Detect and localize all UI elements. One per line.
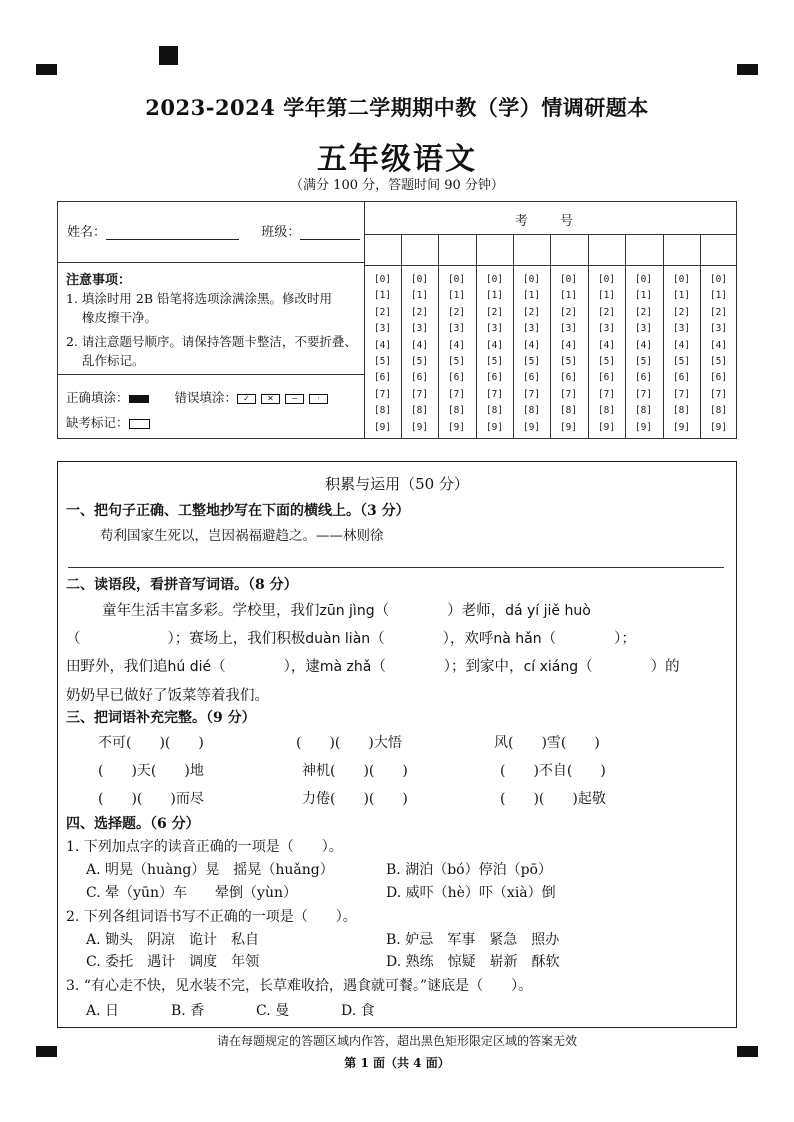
wrong-fill-cross-icon: ✕: [261, 394, 280, 404]
q4-3-option-a[interactable]: A. 日: [86, 1003, 120, 1019]
digit-column[interactable]: [0] [1] [2] [3] [4] [5] [6] [7] [8] [9]: [447, 274, 466, 433]
q4-1-option-d[interactable]: D. 威吓（hè）吓（xià）倒: [386, 885, 556, 901]
q3-r2-c2[interactable]: 神机( )( ): [302, 763, 408, 779]
q3-r2-c3[interactable]: ( )不自( ): [500, 763, 606, 779]
digit-column[interactable]: [0] [1] [2] [3] [4] [5] [6] [7] [8] [9]: [373, 274, 392, 433]
name-field[interactable]: [106, 225, 239, 240]
q4-1-option-a[interactable]: A. 明晃（huàng）晃 摇晃（huǎng）: [86, 862, 334, 878]
q3-r3-c2[interactable]: 力倦( )( ): [302, 791, 408, 807]
notice-2a: 2. 请注意题号顺序。请保持答题卡整洁，不要折叠、: [66, 334, 357, 349]
exam-subtitle: （满分 100 分，答题时间 90 分钟）: [290, 178, 504, 193]
answer-sheet-header: [57, 201, 737, 439]
registration-mark-top-left: [36, 64, 57, 75]
class-field[interactable]: [300, 225, 360, 240]
correct-fill-mark: [129, 395, 149, 403]
q3-r1-c1[interactable]: 不可( )( ): [98, 735, 204, 751]
wrong-fill-check-icon: ✓: [237, 394, 256, 404]
q3-r2-c1[interactable]: ( )天( )地: [98, 763, 204, 779]
class-label: 班级：: [261, 225, 301, 240]
q2-line-4: 奶奶早已做好了饭菜等着我们。: [66, 688, 269, 704]
q3-title: 三、把词语补充完整。（9 分）: [66, 710, 256, 726]
notice-2b: 乱作标记。: [82, 353, 145, 368]
digit-column[interactable]: [0] [1] [2] [3] [4] [5] [6] [7] [8] [9]: [672, 274, 691, 433]
digit-column[interactable]: [0] [1] [2] [3] [4] [5] [6] [7] [8] [9]: [709, 274, 728, 433]
q2-line-3: 田野外，我们追hú dié（ ），逮mà zhǎ（ ）；到家中，cí xiáng（ ）的: [66, 659, 680, 675]
q3-r3-c1[interactable]: ( )( )而尽: [98, 791, 204, 807]
digit-column[interactable]: [0] [1] [2] [3] [4] [5] [6] [7] [8] [9]: [559, 274, 578, 433]
name-class-row: [67, 221, 360, 240]
q4-2-stem: 2. 下列各组词语书写不正确的一项是（ ）。: [66, 909, 357, 925]
subject-title: 五年级语文: [317, 142, 477, 177]
exam-number-label: 考 号: [514, 214, 588, 229]
q4-2-option-a[interactable]: A. 锄头 阴凉 诡计 私自: [86, 932, 260, 948]
wrong-fill-label: 错误填涂：: [174, 390, 237, 405]
exam-title: 2023-2024 学年第二学期期中教（学）情调研题本: [145, 95, 649, 120]
digit-column[interactable]: [0] [1] [2] [3] [4] [5] [6] [7] [8] [9]: [522, 274, 541, 433]
q4-title: 四、选择题。（6 分）: [66, 816, 200, 832]
q4-2-option-b[interactable]: B. 妒忌 军事 紧急 照办: [386, 932, 560, 948]
absent-label: 缺考标记：: [66, 415, 129, 430]
section-title: 积累与运用（50 分）: [325, 475, 469, 493]
wrong-fill-line-icon: −: [285, 394, 304, 404]
digit-column[interactable]: [0] [1] [2] [3] [4] [5] [6] [7] [8] [9]: [410, 274, 429, 433]
q4-2-option-c[interactable]: C. 委托 遇计 调度 年领: [86, 954, 260, 970]
q3-r1-c3[interactable]: 风( )雪( ): [494, 735, 600, 751]
q2-line-1: 童年生活丰富多彩。学校里，我们zūn jìng（ ）老师，dá yí jiě huò: [102, 603, 591, 619]
page-number: 第 1 面（共 4 面）: [344, 1056, 450, 1070]
q2-line-2: （ ）；赛场上，我们积极duàn liàn（ ），欢呼nà hǎn（ ）；: [66, 631, 636, 647]
notice-1a: 1. 填涂时用 2B 铅笔将选项涂满涂黑。修改时用: [66, 291, 332, 306]
correct-fill-label: 正确填涂：: [66, 390, 129, 405]
registration-mark-top-center: [159, 46, 178, 65]
q3-r3-c3[interactable]: ( )( )起敬: [500, 791, 606, 807]
q3-r1-c2[interactable]: ( )( )大悟: [296, 735, 402, 751]
q1-text: 苟利国家生死以，岂因祸福避趋之。——林则徐: [100, 528, 384, 544]
q4-1-option-b[interactable]: B. 湖泊（bó）停泊（pō）: [386, 862, 552, 878]
q4-3-stem: 3. “有心走不快，见水装不完，长草难收拾，遇食就可餐。”谜底是（ ）。: [66, 978, 533, 994]
digit-column[interactable]: [0] [1] [2] [3] [4] [5] [6] [7] [8] [9]: [485, 274, 504, 433]
q4-1-stem: 1. 下列加点字的读音正确的一项是（ ）。: [66, 839, 343, 855]
name-label: 姓名：: [67, 225, 107, 240]
wrong-fill-dot-icon: ·: [309, 394, 328, 404]
digit-column[interactable]: [0] [1] [2] [3] [4] [5] [6] [7] [8] [9]: [597, 274, 616, 433]
absent-row: [66, 413, 150, 431]
q4-3-option-d[interactable]: D. 食: [341, 1003, 375, 1019]
digit-column[interactable]: [0] [1] [2] [3] [4] [5] [6] [7] [8] [9]: [634, 274, 653, 433]
footer-warning: 请在每题规定的答题区域内作答，超出黑色矩形限定区域的答案无效: [216, 1034, 577, 1048]
q4-2-option-d[interactable]: D. 熟练 惊疑 崭新 酥软: [386, 954, 560, 970]
notice-1b: 橡皮擦干净。: [82, 310, 158, 325]
q1-answer-line[interactable]: [68, 567, 724, 568]
q4-3-option-b[interactable]: B. 香: [171, 1003, 205, 1019]
absent-box[interactable]: [129, 419, 150, 429]
fill-example-row: [66, 388, 333, 406]
q4-3-option-c[interactable]: C. 曼: [256, 1003, 290, 1019]
q4-1-option-c[interactable]: C. 晕（yūn）车 晕倒（yùn）: [86, 885, 297, 901]
q2-title: 二、读语段，看拼音写词语。（8 分）: [66, 577, 298, 593]
registration-mark-top-right: [737, 64, 758, 75]
q1-title: 一、把句子正确、工整地抄写在下面的横线上。（3 分）: [66, 503, 410, 519]
notice-title: 注意事项：: [66, 273, 132, 288]
